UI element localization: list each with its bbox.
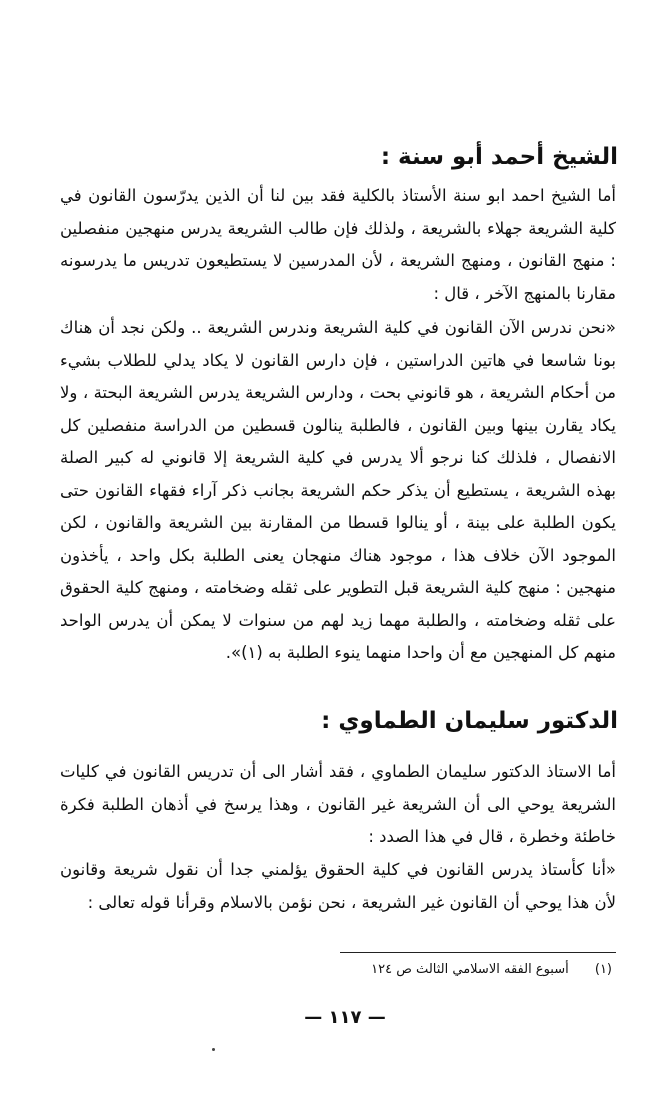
quote-abu-sunna: «نحن ندرس الآن القانون في كلية الشريعة وندرس الشريعة .. ولكن نجد أن هناك بونا شاسعا في هاتين الدراستين ، فإن دارس القانون لا يكاد يدلي للطلاب بشيء من أحكام الشريعة ، هو قانوني بحت ، ودارس الشريعة يدرس الشريعة البحتة ، ولا يكاد يقارن بينها وبين القانون ، فالطلبة ينالون قسطين من الدراسة منفصلين كل الانفصال ، فلذلك كنا نرجو ألا يدرس في كلية الشريعة إلا قانوني له كبير الصلة بهذه الشريعة ، يستطيع أن يذكر حكم الشريعة بجانب ذكر آراء فقهاء القانون حتى يكون الطلبة على بينة ، أو ينالوا قسطا من المقارنة بين الشريعة والقانون ، لكن الموجود الآن خلاف هذا ، موجود هناك منهجان يعنى الطلبة بكل واحد ، يأخذون منهجين : منهج كلية الشريعة قبل التطوير على ثقله وضخامته ، ومنهج كلية الحقوق على ثقله وضخامته ، والطلبة مهما زيد لهم من سنوات لا يمكن أن يدرس الواحد منهم كل المنهجين مع أن واحدا منهما ينوء الطلبة به (١)». <box>60 318 616 662</box>
footnote-number: (١) <box>594 962 612 977</box>
section-heading-abu-sunna: الشيخ أحمد أبو سنة : <box>380 144 618 170</box>
quote-tamawi: «أنا كأستاذ يدرس القانون في كلية الحقوق يؤلمني جدا أن نقول شريعة وقانون لأن هذا يوحي أن القانون غير الشريعة ، نحن نؤمن بالاسلام وقرأنا قوله تعالى : <box>60 860 616 912</box>
footnote-text: أسبوع الفقه الاسلامي الثالث ص ١٢٤ <box>371 962 569 977</box>
footnote <box>371 960 612 980</box>
scan-speck <box>212 1048 215 1051</box>
page-number: — ١١٧ — <box>304 1007 386 1028</box>
paragraph-tamawi-intro: أما الاستاذ الدكتور سليمان الطماوي ، فقد أشار الى أن تدريس القانون في كليات الشريعة يوحي الى أن الشريعة غير القانون ، وهذا يرسخ في أذهان الطلبة فكرة خاطئة وخطرة ، قال في هذا الصدد : <box>60 762 616 846</box>
section-heading-tamawi: الدكتور سليمان الطماوي : <box>321 708 618 734</box>
paragraph-abu-sunna-intro: أما الشيخ احمد ابو سنة الأستاذ بالكلية فقد بين لنا أن الذين يدرّسون القانون في كلية الشريعة جهلاء بالشريعة ، ولذلك فإن طالب الشريعة يدرس منهجين منفصلين : منهج القانون ، ومنهج الشريعة ، لأن المدرسين لا يستطيعون تدريس ما يدرسونه مقارنا بالمنهج الآخر ، قال : <box>60 186 616 303</box>
footnote-divider <box>340 952 616 953</box>
